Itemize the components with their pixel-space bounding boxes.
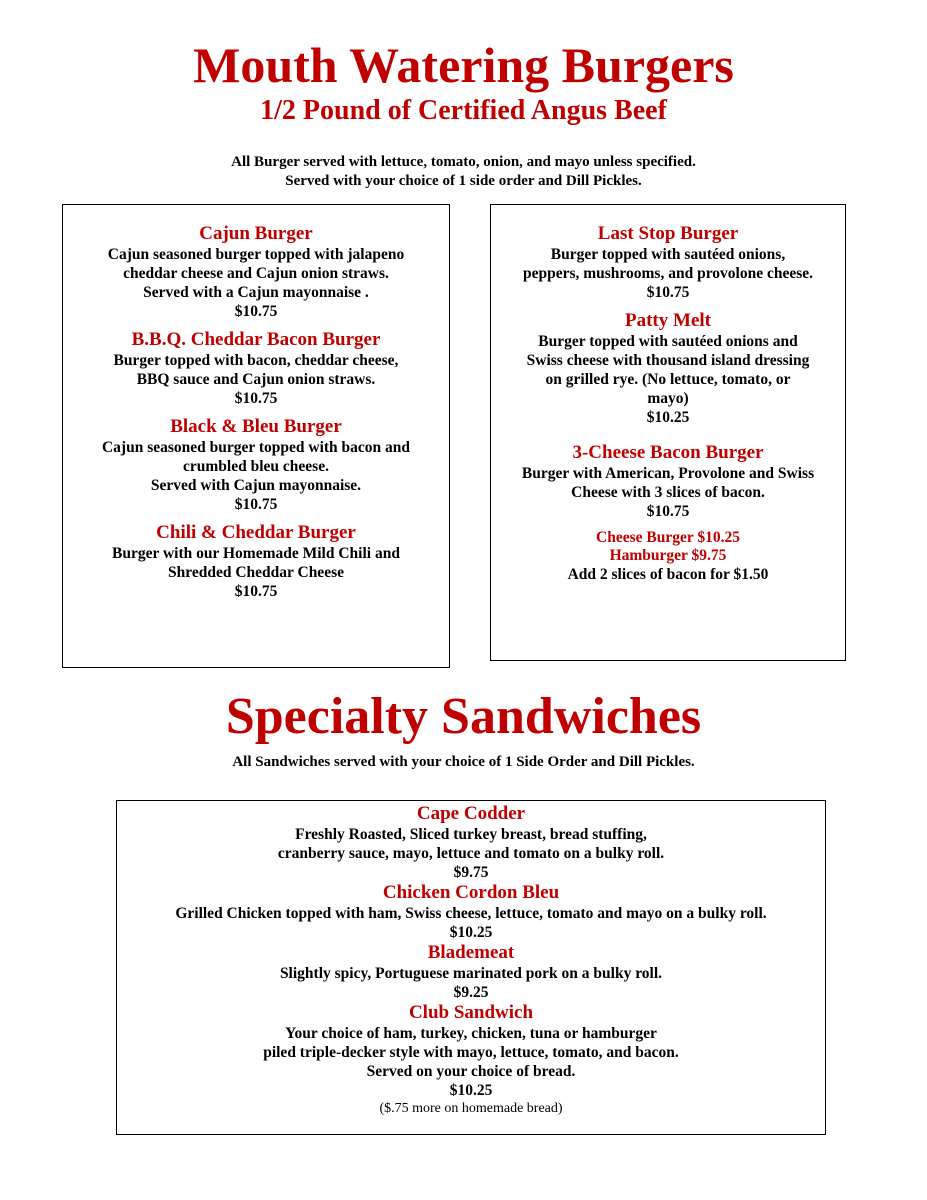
- item-name: Cape Codder: [416, 803, 526, 824]
- sandwich-footnote: ($.75 more on homemade bread): [379, 1101, 563, 1116]
- item-price: $10.75: [646, 503, 690, 520]
- cheese-burger-price: Cheese Burger $10.25: [596, 529, 740, 546]
- bacon-addon-price: Add 2 slices of bacon for $1.50: [567, 566, 769, 583]
- menu-item: [117, 1002, 825, 1100]
- menu-item: [63, 416, 449, 514]
- item-description: Burger with our Homemade Mild Chili and Shredded Cheddar Cheese: [112, 545, 400, 581]
- item-description: Grilled Chicken topped with ham, Swiss cheese, lettuce, tomato and mayo on a bulky roll.: [175, 905, 767, 922]
- item-name: Black & Bleu Burger: [170, 416, 342, 437]
- menu-item: [117, 882, 825, 942]
- item-name: Club Sandwich: [408, 1002, 534, 1023]
- item-price: $10.75: [234, 583, 278, 600]
- item-name: Chili & Cheddar Burger: [156, 522, 356, 543]
- burger-menu-left: [62, 204, 450, 668]
- item-price: $9.25: [453, 984, 489, 1001]
- page-title: Mouth Watering Burgers: [193, 37, 734, 93]
- burger-note-line-2: Served with your choice of 1 side order and Dill Pickles.: [285, 173, 642, 189]
- item-price: $10.75: [234, 303, 278, 320]
- item-price: $10.75: [234, 390, 278, 407]
- menu-item: [63, 223, 449, 321]
- burger-note-line-1: All Burger served with lettuce, tomato, onion, and mayo unless specified.: [231, 154, 696, 170]
- menu-item: [491, 442, 845, 521]
- menu-item: [491, 310, 845, 427]
- item-description: Burger topped with sautéed onions and Swiss cheese with thousand island dressing on grilled rye. (No lettuce, tomato, or mayo): [526, 333, 810, 407]
- item-name: Last Stop Burger: [597, 223, 739, 244]
- item-description: Cajun seasoned burger topped with jalapeno cheddar cheese and Cajun onion straws. Served with a Cajun mayonnaise .: [107, 246, 405, 301]
- item-name: 3-Cheese Bacon Burger: [572, 442, 764, 463]
- burger-note: [0, 153, 927, 191]
- item-price: $10.75: [646, 284, 690, 301]
- menu-item: [63, 329, 449, 408]
- item-description: Cajun seasoned burger topped with bacon and crumbled bleu cheese. Served with Cajun mayonnaise.: [101, 439, 411, 494]
- item-price: $10.25: [646, 409, 690, 426]
- item-price: $9.75: [453, 864, 489, 881]
- menu-item: [117, 803, 825, 882]
- item-description: Your choice of ham, turkey, chicken, tuna or hamburger piled triple-decker style with mayo, lettuce, tomato, and bacon. Served on your choice of bread.: [263, 1025, 679, 1080]
- item-price: $10.75: [234, 496, 278, 513]
- item-name: Patty Melt: [625, 310, 711, 331]
- item-name: Blademeat: [427, 942, 515, 963]
- item-description: Burger topped with sautéed onions, peppers, mushrooms, and provolone cheese.: [522, 246, 814, 282]
- menu-item: [491, 223, 845, 302]
- item-name: B.B.Q. Cheddar Bacon Burger: [131, 329, 381, 350]
- item-description: Burger with American, Provolone and Swiss Cheese with 3 slices of bacon.: [521, 465, 815, 501]
- item-description: Burger topped with bacon, cheddar cheese, BBQ sauce and Cajun onion straws.: [113, 352, 399, 388]
- hamburger-price: Hamburger $9.75: [609, 547, 727, 564]
- item-description: Freshly Roasted, Sliced turkey breast, bread stuffing, cranberry sauce, mayo, lettuce and tomato on a bulky roll.: [277, 826, 665, 862]
- item-name: Chicken Cordon Bleu: [382, 882, 560, 903]
- sandwich-note: All Sandwiches served with your choice of 1 Side Order and Dill Pickles.: [232, 754, 695, 770]
- menu-item: [63, 522, 449, 601]
- item-name: Cajun Burger: [199, 223, 313, 244]
- item-price: $10.25: [449, 924, 493, 941]
- menu-item: [117, 942, 825, 1002]
- item-description: Slightly spicy, Portuguese marinated pork on a bulky roll.: [279, 965, 663, 982]
- burger-menu-right: [490, 204, 846, 661]
- sandwich-menu: [116, 800, 826, 1135]
- item-price: $10.25: [449, 1082, 493, 1099]
- section-title-sandwiches: Specialty Sandwiches: [225, 688, 702, 745]
- page-subtitle: 1/2 Pound of Certified Angus Beef: [260, 95, 667, 126]
